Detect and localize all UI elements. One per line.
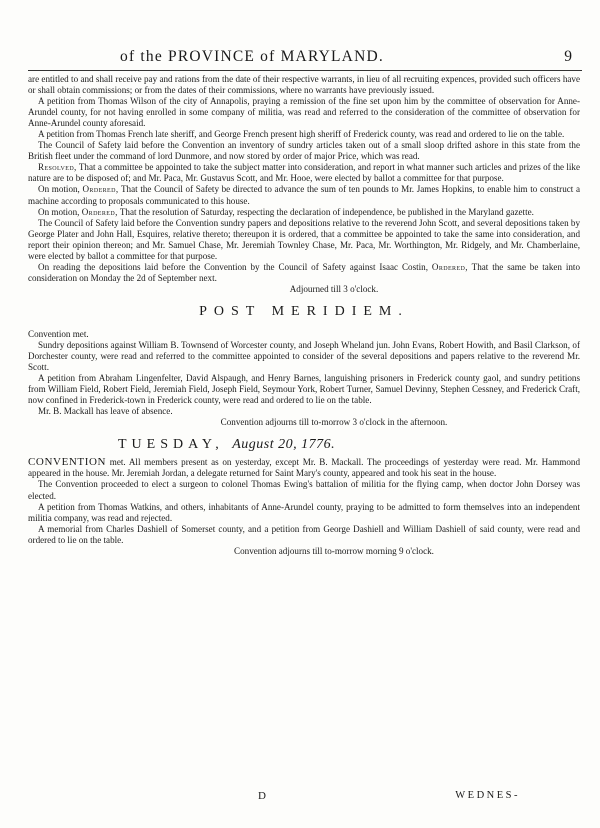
paragraph-ordered-hopkins [28,184,580,206]
paragraph-wilson-petition: A petition from Thomas Wilson of the city of Annapolis, praying a remission of the fine set upon him by the committee of observation for Anne-Arundel county, for not having enrolled in some company of militia, was read and referred to the consideration of the committee of observation for Anne-Arundel county aforesaid. [28,96,580,129]
ordered-pre: On motion, [38,184,83,195]
ordered-lead: Ordered, [431,261,468,272]
paragraph-depositions: Sundry depositions against William B. Townsend of Worcester county, and Joseph Wheland jun. John Evans, Robert Howith, and Basil Clarkson, of Dorchester county, were read and referred to the committee appointed to consider of the several depositions and papers relative to the reverend Mr. Scott. [28,339,580,373]
convention-lead: CONVENTION [28,456,107,469]
paragraph-ordered-costin [28,262,580,284]
page-footer [28,790,580,806]
paragraph-ordered-independence [28,207,580,218]
page-body [28,74,580,557]
page-number: 9 [564,48,572,65]
day-name: TUESDAY, [118,437,224,453]
adjourned-line: Convention adjourns till to-morrow morning 9 o'clock. [234,545,434,556]
ordered-text: That the resolution of Saturday, respecting the declaration of independence, be published in the Maryland gazette. [117,206,534,217]
paragraph-continuation: are entitled to and shall receive pay and rations from the date of their respective warrants, in lieu of all recruiting expences, provided such officers have or shall obtain commissions; or from the dates of their commissions, where no warrants have previously issued. [28,74,580,96]
page-header [36,48,580,70]
signature-mark: D [258,790,266,802]
running-head: of the PROVINCE of MARYLAND. [120,48,384,65]
adjourned-line: Adjourned till 3 o'clock. [289,283,379,294]
paragraph-prisoners-petition: A petition from Abraham Lingenfelter, David Alspaugh, and Henry Barnes, languishing prisoners in Frederick county gaol, and sundry petitions from William Field, Robert Field, Jeremiah Field, Joseph Field, Seymour York, Robert Turner, Samuel Devinny, Stephen Cessney, and Frederick Craft, now confined in Frederick-town in Frederick county, were read and ordered to lie on the table. [28,373,580,406]
post-meridiem-heading: POST MERIDIEM. [199,303,409,319]
tuesday-heading [118,437,580,453]
ordered-lead: Ordered, [82,184,119,195]
header-rule [28,70,582,71]
paragraph-leave-absence: Mr. B. Mackall has leave of absence. [38,406,173,417]
resolved-lead: Resolved, [38,162,77,173]
ordered-lead: Ordered, [81,206,118,217]
ordered-pre: On reading the depositions laid before the Convention by the Council of Safety against Isaac Costin, [38,261,432,272]
paragraph-convention-tuesday [28,457,580,479]
ordered-text: That the Council of Safety be directed to advance the sum of ten pounds to Mr. James Hopkins, to enable him to construct a machine according to proposals communicated to this house. [28,184,580,206]
adjourned-line: Convention adjourns till to-morrow 3 o'clock in the afternoon. [220,417,448,428]
catchword: WEDNES- [455,790,520,801]
resolved-text: That a committee be appointed to take the subject matter into consideration, and report in what manner such articles and prizes of the like nature are to be disposed of; and Mr. Paca, Mr. Gustavus Scott, and Mr. Hooe, were elected by ballot a committee for that purpose. [28,162,580,184]
paragraph-french-petition: A petition from Thomas French late sheriff, and George French present high sheriff of Frederick county, was read and ordered to lie on the table. [38,129,565,140]
paragraph-inventory: The Council of Safety laid before the Convention an inventory of sundry articles taken out of a small sloop drifted ashore in this state from the British fleet under the command of lord Dunmore, and now stored by order of major Price, which was read. [28,140,580,162]
date-text: August 20, 1776. [232,437,336,453]
ordered-pre: On motion, [38,206,82,217]
paragraph-dashiell-memorial: A memorial from Charles Dashiell of Somerset county, and a petition from George Dashiell and William Dashiell of said county, were read and ordered to lie on the table. [28,523,580,545]
ordered-text: That the same be taken into consideration on Monday the 2d of September next. [28,261,580,283]
paragraph-scott-papers: The Council of Safety laid before the Convention sundry papers and depositions relative to the reverend John Scott, and several depositions taken by George Plater and John Hall, Esquires, relative thereto; thereupon it is ordered, that a committee be appointed to take the same into consideration, and report their opinion thereon; and Mr. Samuel Chase, Mr. Jeremiah Townley Chase, Mr. Paca, Mr. Worthington, Mr. Ridgely, and Mr. Chamberlaine, were elected by ballot a committee for that purpose. [28,217,580,261]
paragraph-convention-met: Convention met. [28,328,89,339]
paragraph-surgeon: The Convention proceeded to elect a surgeon to colonel Thomas Ewing's battalion of militia for the flying camp, when doctor John Dorsey was elected. [28,479,580,501]
convention-text: met. All members present as on yesterday, except Mr. B. Mackall. The proceedings of yesterday were read. Mr. Hammond appeared in the house. Mr. Jeremiah Jordan, a delegate returned for Saint Mary's county, appeared and took his seat in the house. [28,457,580,479]
paragraph-watkins-petition: A petition from Thomas Watkins, and others, inhabitants of Anne-Arundel county, praying to be admitted to form themselves into an independent militia company, was read and rejected. [28,501,580,523]
paragraph-resolved [28,162,580,184]
